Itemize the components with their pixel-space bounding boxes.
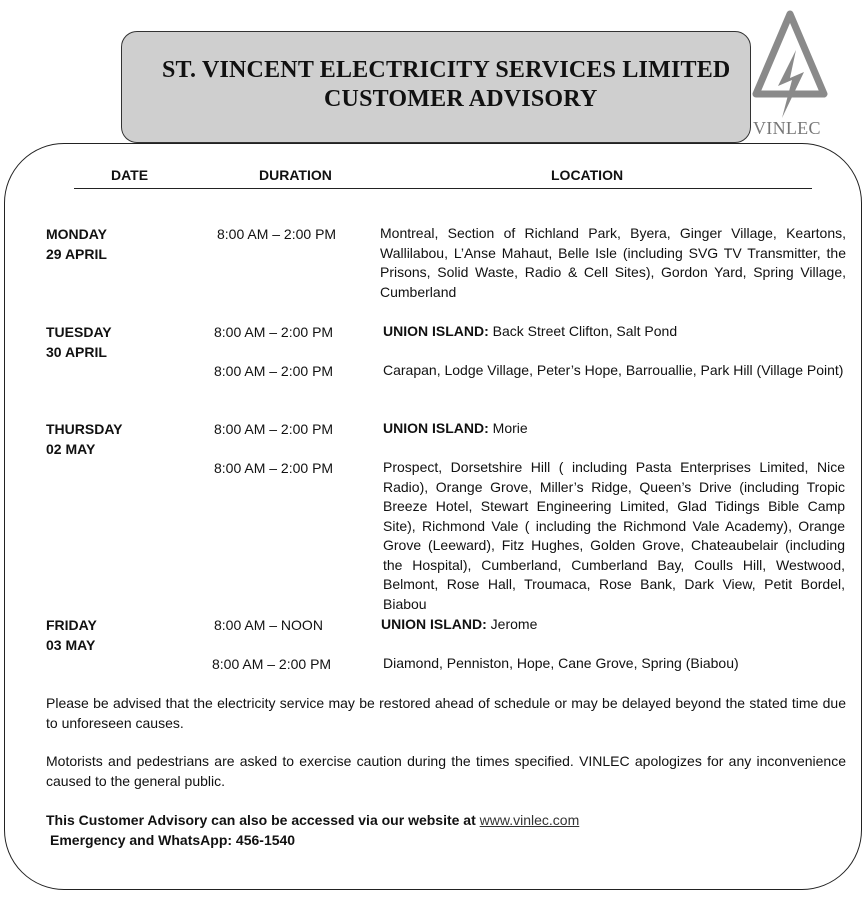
area-label: UNION ISLAND:: [383, 323, 489, 339]
duration: 8:00 AM – 2:00 PM: [212, 656, 332, 672]
day-date: 03 MAY: [46, 637, 96, 653]
restore-notice: Please be advised that the electricity service may be restored ahead of schedule or may be delayed beyond the stated time due to unforeseen causes.: [46, 695, 846, 731]
duration: 8:00 AM – 2:00 PM: [214, 421, 334, 437]
day-name: MONDAY: [46, 226, 107, 242]
area-label: UNION ISLAND:: [381, 616, 487, 632]
duration: 8:00 AM – 2:00 PM: [214, 363, 334, 379]
area-label: UNION ISLAND:: [383, 420, 489, 436]
day-date: 02 MAY: [46, 441, 96, 457]
location-detail: Back Street Clifton, Salt Pond: [492, 323, 678, 339]
emergency-contact: Emergency and WhatsApp: 456-1540: [50, 832, 296, 848]
location-text: Diamond, Penniston, Hope, Cane Grove, Spring (Biabou): [383, 655, 739, 671]
website-text: This Customer Advisory can also be accessed via our website at: [46, 812, 476, 828]
location-text: Prospect, Dorsetshire Hill ( including Pasta Enterprises Limited, Nice Radio), Orange Grove, Miller’s Ridge, Queen’s Drive (including Tropic Breeze Hotel, Stewart Engineering Limited, Glad Tidings Bible Camp Site), Richmond Vale ( including the Richmond Vale Academy), Orange Grove (Leeward), Fitz Hughes, Golden Grove, Chateaubelair (including the Hospital), Cumberland, Cumberland Bay, Coulls Hill, Westwood, Belmont, Rose Hall, Troumaca, Rose Bank, Dark View, Petit Bordel, Biabou: [383, 459, 845, 612]
location-text: Montreal, Section of Richland Park, Byera, Ginger Village, Keartons, Wallilabou, L’Anse Mahaut, Belle Isle (including SVG TV Transmitter, the Prisons, Solid Waste, Radio & Cell Sites), Gordon Yard, Spring Village, Cumberland: [380, 225, 846, 300]
advisory-title: CUSTOMER ADVISORY: [324, 86, 598, 112]
location-text: Carapan, Lodge Village, Peter’s Hope, Barrouallie, Park Hill (Village Point): [383, 362, 844, 378]
advisory-frame: [4, 143, 862, 890]
column-header-location: LOCATION: [551, 167, 624, 183]
caution-notice: Motorists and pedestrians are asked to exercise caution during the times specified. VINLEC apologizes for any inconvenience caused to the general public.: [46, 753, 846, 789]
duration: 8:00 AM – 2:00 PM: [214, 460, 334, 476]
day-date: 30 APRIL: [46, 344, 107, 360]
day-date: 29 APRIL: [46, 246, 107, 262]
title-banner: [121, 31, 751, 143]
location-detail: Jerome: [490, 616, 538, 632]
day-name: TUESDAY: [46, 324, 112, 340]
location-detail: Morie: [492, 420, 528, 436]
duration: 8:00 AM – NOON: [214, 617, 323, 633]
logo-wordmark: VINLEC: [753, 118, 821, 138]
company-name: ST. VINCENT ELECTRICITY SERVICES LIMITED: [162, 57, 731, 83]
website-link[interactable]: www.vinlec.com: [479, 812, 580, 828]
duration: 8:00 AM – 2:00 PM: [217, 226, 337, 242]
day-name: THURSDAY: [46, 421, 123, 437]
duration: 8:00 AM – 2:00 PM: [214, 324, 334, 340]
column-header-duration: DURATION: [259, 167, 332, 183]
column-header-date: DATE: [111, 167, 149, 183]
day-name: FRIDAY: [46, 617, 97, 633]
